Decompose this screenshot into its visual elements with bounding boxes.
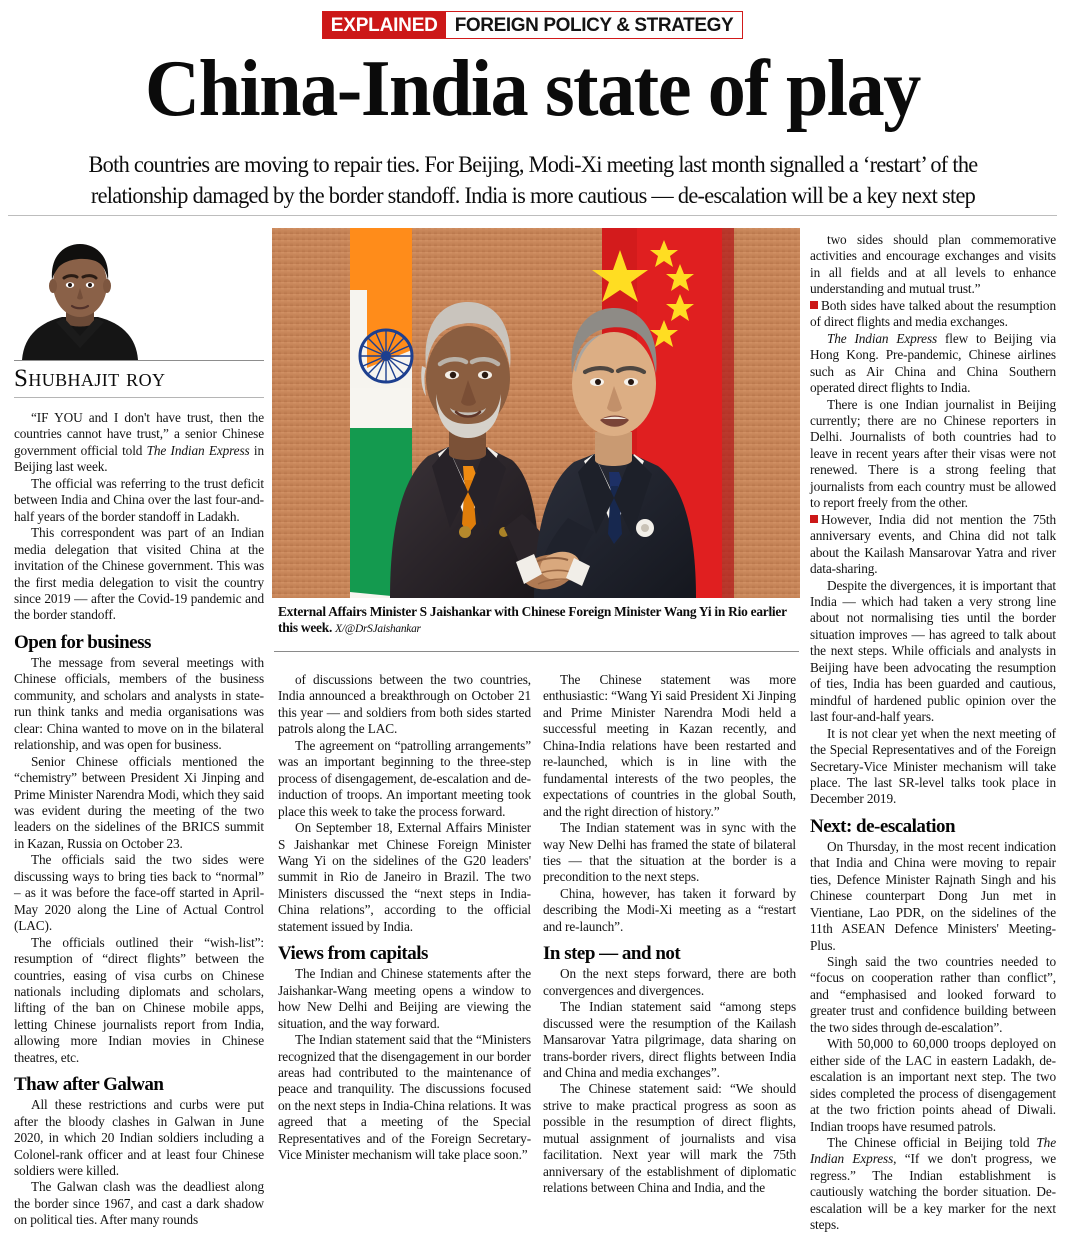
- lead-photo: [272, 228, 800, 598]
- paragraph: two sides should plan commemorative activities and encourage exchanges and visits in all fields and at all levels to enhance understanding and mutual trust.”: [810, 232, 1056, 297]
- paragraph: The Chinese statement said: “We should strive to make practical progress as soon as possible in the resumption of direct flights, mutual assignment of journalists and visa facilitation. Next year will mark the 75th anniversary of the establishment of diplomatic relations between China and India, and the: [543, 1081, 796, 1196]
- paragraph: The agreement on “patrolling arrangements” was an important beginning to the three-step process of disengagement, de-escalation and de-induction of troops. An important meeting took place this week to take the process forward.: [278, 737, 531, 819]
- paragraph: However, India did not mention the 75th anniversary events, and China did not talk about the Kailash Mansarovar Yatra and river data-sharing.: [810, 511, 1056, 577]
- paragraph: On September 18, External Affairs Minister S Jaishankar met Chinese Foreign Minister Wang Yi on the sidelines of the G20 leaders' summit in Rio de Janeiro in Brazil. The two Ministers discussed the “next steps in India-China relations”, according to the official statement issued by India.: [278, 820, 531, 934]
- photo-credit: X/@DrSJaishankar: [335, 623, 421, 636]
- paragraph: It is not clear yet when the next meeting of the Special Representatives and of the Foreign Secretary-Vice Minister mechanism will take place. The last SR-level talks took place in December 2019.: [810, 725, 1056, 807]
- paragraph: The Indian statement said that the “Ministers recognized that the disengagement in our border areas had contributed to the maintenance of peace and tranquility. The discussions focused on the next steps in India-China relations. It was agreed that a meeting of the Special Representatives and of the Foreign Secretary-Vice Minister mechanism will take place soon.”: [278, 1032, 531, 1163]
- paragraph: All these restrictions and curbs were put after the bloody clashes in Galwan in June 2020, in which 20 Indian soldiers including a Colonel-rank officer and at least four Chinese soldiers were killed.: [14, 1097, 264, 1179]
- italic-text: The Indian Express: [810, 1135, 1056, 1167]
- italic-text: The Indian Express: [146, 442, 250, 458]
- caption-divider: [274, 651, 799, 652]
- section-heading: Views from capitals: [278, 943, 428, 965]
- author-photo: [14, 236, 146, 360]
- paragraph: This correspondent was part of an Indian media delegation that visited China at the invitation of the Chinese government. This was the first media delegation to visit the country since 2019 — after the Covid-19 pandemic and the border standoff.: [14, 525, 264, 623]
- paragraph: The Chinese official in Beijing told The Indian Express, “If we don't progress, we regress.” The Indian establishment is cautiously watching the border situation. De-escalation will be a key marker for the next steps.: [810, 1135, 1056, 1233]
- kicker-bar: [0, 11, 1065, 39]
- explained-tag: EXPLAINED: [323, 12, 446, 38]
- article-column-1: [14, 410, 264, 1229]
- paragraph: “IF YOU and I don't have trust, then the countries cannot have trust,” a senior Chinese government official told The Indian Express in Beijing last week.: [14, 410, 264, 475]
- author-divider-bottom: [14, 397, 264, 398]
- article-column-3: [543, 672, 796, 1197]
- paragraph: China, however, has taken it forward by describing the Modi-Xi meeting as a “restart and re-launch”.: [543, 885, 796, 934]
- section-heading: Thaw after Galwan: [14, 1074, 164, 1096]
- paragraph: The Indian and Chinese statements after the Jaishankar-Wang meeting opens a window to how New Delhi and Beijing are viewing the situation, and the way forward.: [278, 966, 531, 1031]
- paragraph: of discussions between the two countries, India announced a breakthrough on October 21 this year — and soldiers from both sides started patrols along the LAC.: [278, 672, 531, 737]
- header-divider: [8, 215, 1057, 216]
- paragraph: The Chinese statement was more enthusiastic: “Wang Yi said President Xi Jinping and Prime Minister Narendra Modi held a successful meeting in Kazan recently, and China-India relations have been restarted and re-launched, which is in line with the fundamental interests of the two peoples, the expectations of countries in the global South, and the right direction of history.”: [543, 672, 796, 819]
- author-divider-top: [14, 360, 264, 361]
- paragraph: Senior Chinese officials mentioned the “chemistry” between President Xi Jinping and Prime Minister Narendra Modi, which they said was evident during the meeting of the two leaders on the sidelines of the BRICS summit in Kazan, Russia on October 23.: [14, 753, 264, 851]
- section-label: FOREIGN POLICY & STRATEGY: [446, 12, 743, 38]
- paragraph: With 50,000 to 60,000 troops deployed on either side of the LAC in eastern Ladakh, de-escalation is an important next step. The two sides completed the process of disengagement at the two friction points ahead of Diwali. Indian troops have resumed patrols.: [810, 1036, 1056, 1134]
- byline-author: Shubhajit roy: [14, 365, 166, 392]
- paragraph: The Galwan clash was the deadliest along the border since 1967, and cast a dark shadow on political ties. After many rounds: [14, 1179, 264, 1228]
- article-column-4: [810, 232, 1056, 1234]
- article-column-2: [278, 672, 531, 1164]
- section-heading: Open for business: [14, 631, 151, 653]
- section-heading: Next: de-escalation: [810, 815, 956, 837]
- red-square-bullet: [810, 515, 818, 523]
- page-title: China-India state of play: [145, 43, 920, 133]
- red-square-bullet: [810, 301, 818, 309]
- photo-caption: [278, 604, 798, 638]
- paragraph: The message from several meetings with Chinese officials, members of the business community, and scholars and analysts in state-run think tanks and media organisations was clear: China wanted to move on in the bilateral relationship, and was open for business.: [14, 654, 264, 753]
- paragraph: On the next steps forward, there are both convergences and divergences.: [543, 966, 796, 998]
- paragraph: The officials outlined their “wish-list”: resumption of “direct flights” between the countries, easing of visa curbs on Chinese nationals including diplomats and scholars, lifting of the ban on Chinese mobile apps, letting Chinese journalists report from India, allowing more Indian movies in Chinese theatres, etc.: [14, 934, 264, 1065]
- paragraph: On Thursday, in the most recent indication that India and China were moving to repair ties, Defence Minister Rajnath Singh and his Chinese counterpart Dong Jun met in Vientiane, Lao PDR, on the sidelines of the 11th ASEAN Defence Ministers' Meeting-Plus.: [810, 838, 1056, 953]
- paragraph: Despite the divergences, it is important that India — which had taken a very strong line about not normalising ties until the border situation improves — has agreed to talk about the next steps. While officials and analysts in Beijing have been advocating the resumption of ties, India has been guarded and cautious, mindful of hardened public opinion over the last four-and-half years.: [810, 577, 1056, 725]
- paragraph: The Indian statement was in sync with the way New Delhi has framed the state of bilateral ties — that the situation at the border is a precondition to the next steps.: [543, 820, 796, 885]
- kicker-box: [322, 11, 744, 39]
- standfirst: Both countries are moving to repair ties. For Beijing, Modi-Xi meeting last month signalled a ‘restart’ of the relationship damaged by the border standoff. India is more cautious — de-escalation will be a key next step: [88, 152, 978, 209]
- paragraph: Both sides have talked about the resumption of direct flights and media exchanges.: [810, 297, 1056, 330]
- paragraph: The Indian Express flew to Beijing via Hong Kong. Pre-pandemic, Chinese airlines such as Air China and China Southern operated direct flights to India.: [810, 330, 1056, 396]
- italic-text: The Indian Express: [827, 330, 938, 346]
- photo-caption-text: External Affairs Minister S Jaishankar with Chinese Foreign Minister Wang Yi in Rio earlier this week.: [278, 604, 787, 636]
- paragraph: The Indian statement said “among steps discussed were the resumption of the Kailash Mansarovar Yatra pilgrimage, data sharing on trans-border rivers, direct flights between India and China and media exchanges”.: [543, 999, 796, 1080]
- paragraph: The official was referring to the trust deficit between India and China over the last four-and-half years of the border standoff in Ladakh.: [14, 475, 264, 524]
- paragraph: The officials said the two sides were discussing ways to bring ties back to “normal” – as it was before the face-off started in April-May 2020 along the Line of Actual Control (LAC).: [14, 852, 264, 934]
- paragraph: Singh said the two countries needed to “focus on cooperation rather than conflict”, and “emphasised and looked forward to greater trust and confidence building between the two sides through de-escalation”.: [810, 954, 1056, 1035]
- paragraph: There is one Indian journalist in Beijing currently; there are no Chinese reporters in Delhi. Journalists of both countries had to leave in recent years after their visas were not renewed. There is a strong feeling that journalists from each country must be allowed to report freely from the other.: [810, 396, 1056, 511]
- section-heading: In step — and not: [543, 943, 681, 965]
